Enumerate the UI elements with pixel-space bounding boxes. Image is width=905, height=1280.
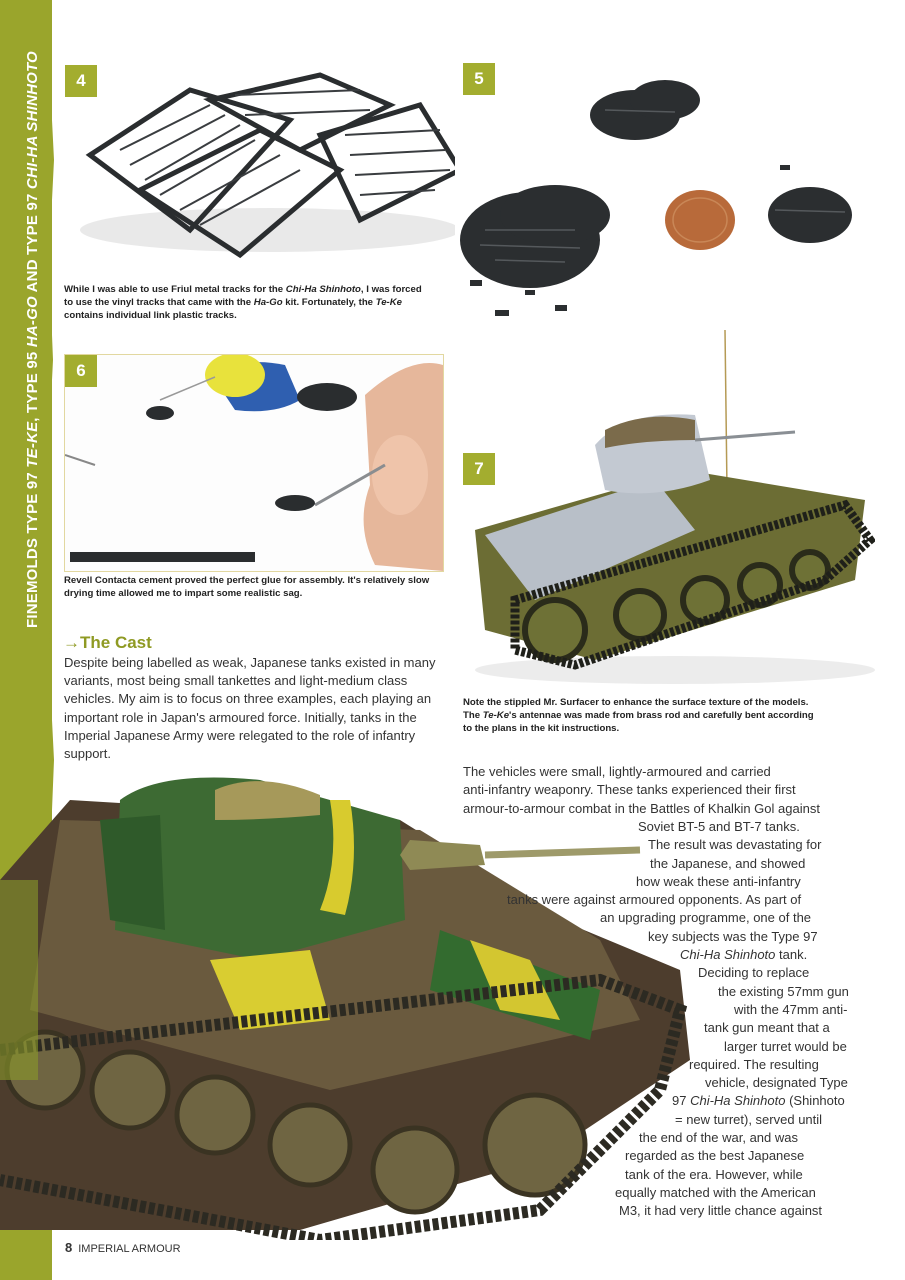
photo-te-ke-tankette bbox=[455, 330, 875, 690]
body-line: Soviet BT-5 and BT-7 tanks. bbox=[638, 818, 800, 834]
figure-4-number: 4 bbox=[65, 65, 97, 97]
page-footer bbox=[65, 1240, 181, 1255]
caption-4-part: kit. Fortunately, the bbox=[282, 297, 376, 308]
caption-4-part: Ha-Go bbox=[253, 297, 283, 308]
photo-glue-assembly bbox=[64, 354, 444, 572]
caption-7-part: Te-Ke bbox=[482, 710, 510, 721]
body-line: larger turret would be bbox=[724, 1038, 847, 1054]
body-line: the end of the war, and was bbox=[639, 1130, 798, 1145]
caption-7-part: 's antennae was made from brass rod and carefully bent according to the plans in the kit instructions. bbox=[463, 710, 814, 734]
figure-7-caption bbox=[463, 696, 823, 735]
caption-4-part: While I was able to use Friul metal tracks for the bbox=[64, 284, 286, 295]
body-line: how weak these anti-infantry bbox=[636, 873, 801, 889]
body-line: 97 Chi-Ha Shinhoto (Shinhoto bbox=[672, 1093, 845, 1109]
body-line: Deciding to replace bbox=[698, 965, 810, 981]
body-line: an upgrading programme, one of the bbox=[600, 910, 812, 926]
caption-4-part: Te-Ke bbox=[375, 297, 402, 308]
body-line: The result was devastating for bbox=[648, 837, 822, 853]
body-line: vehicle, designated Type bbox=[705, 1075, 848, 1091]
caption-7-part: Note the stippled Mr. Surfacer to enhance the surface texture of the models. The bbox=[463, 697, 809, 721]
body-line: equally matched with the American bbox=[615, 1184, 816, 1200]
title-part: HA-GO bbox=[24, 296, 41, 348]
section-heading: →The Cast bbox=[63, 633, 152, 652]
body-line: with the 47mm anti- bbox=[734, 1001, 848, 1017]
body-line: = new turret), served until bbox=[675, 1111, 823, 1127]
title-part: TE-KE bbox=[24, 421, 41, 468]
body-line: the existing 57mm gun bbox=[718, 983, 849, 999]
figure-4-caption bbox=[64, 283, 424, 322]
title-part: , TYPE 95 bbox=[24, 347, 41, 422]
body-line: key subjects was the Type 97 bbox=[648, 928, 818, 944]
photo-chi-ha-shinhoto bbox=[0, 760, 700, 1240]
body-line: tanks were against armoured opponents. As part of bbox=[507, 892, 802, 908]
figure-7-number: 7 bbox=[463, 453, 495, 485]
body-line: regarded as the best Japanese bbox=[625, 1148, 805, 1164]
body-line: anti-infantry weaponry. These tanks experienced their first bbox=[463, 782, 796, 798]
body-line: required. The resulting bbox=[689, 1056, 819, 1072]
body-line: The vehicles were small, lightly-armoured and carried bbox=[463, 764, 771, 779]
body-line: armour-to-armour combat in the Battles of Khalkin Gol against bbox=[463, 800, 820, 816]
body-line: Chi-Ha Shinhoto tank. bbox=[680, 947, 808, 962]
body-line: M3, it had very little chance against bbox=[619, 1203, 823, 1219]
title-part: FINEMOLDS TYPE 97 bbox=[24, 467, 41, 628]
caption-4-part: Chi-Ha Shinhoto bbox=[285, 284, 361, 295]
magazine-name: IMPERIAL ARMOUR bbox=[78, 1243, 181, 1255]
intro-paragraph: Despite being labelled as weak, Japanese tanks existed in many variants, most being small tankettes and light-medium class vehicles. My aim is to focus on three examples, each playing an important role in Japan's armoured force. Initially, tanks in the Imperial Japanese Army were relegated to the role of infantry support. bbox=[64, 655, 436, 762]
photo-track-links bbox=[455, 40, 865, 340]
figure-6-caption: Revell Contacta cement proved the perfect glue for assembly. It's relatively slow drying time allowed me to impart some realistic sag. bbox=[64, 575, 430, 599]
title-part: AND TYPE 97 bbox=[24, 189, 41, 297]
figure-5-number: 5 bbox=[463, 63, 495, 95]
page-number: 8 bbox=[65, 1240, 73, 1255]
article-title bbox=[24, 51, 41, 628]
figure-6-number: 6 bbox=[65, 355, 97, 387]
body-line: tank gun meant that a bbox=[704, 1020, 830, 1036]
photo-track-sprues bbox=[60, 60, 460, 265]
title-part: CHI-HA SHINHOTO bbox=[24, 51, 41, 190]
heading-arrow-icon: → bbox=[63, 633, 80, 652]
body-line: the Japanese, and showed bbox=[650, 855, 806, 871]
body-line: tank of the era. However, while bbox=[625, 1166, 803, 1182]
caption-4-part: , I was forced to use the vinyl tracks that came with the bbox=[64, 284, 422, 308]
caption-4-part: contains individual link plastic tracks. bbox=[64, 310, 237, 321]
